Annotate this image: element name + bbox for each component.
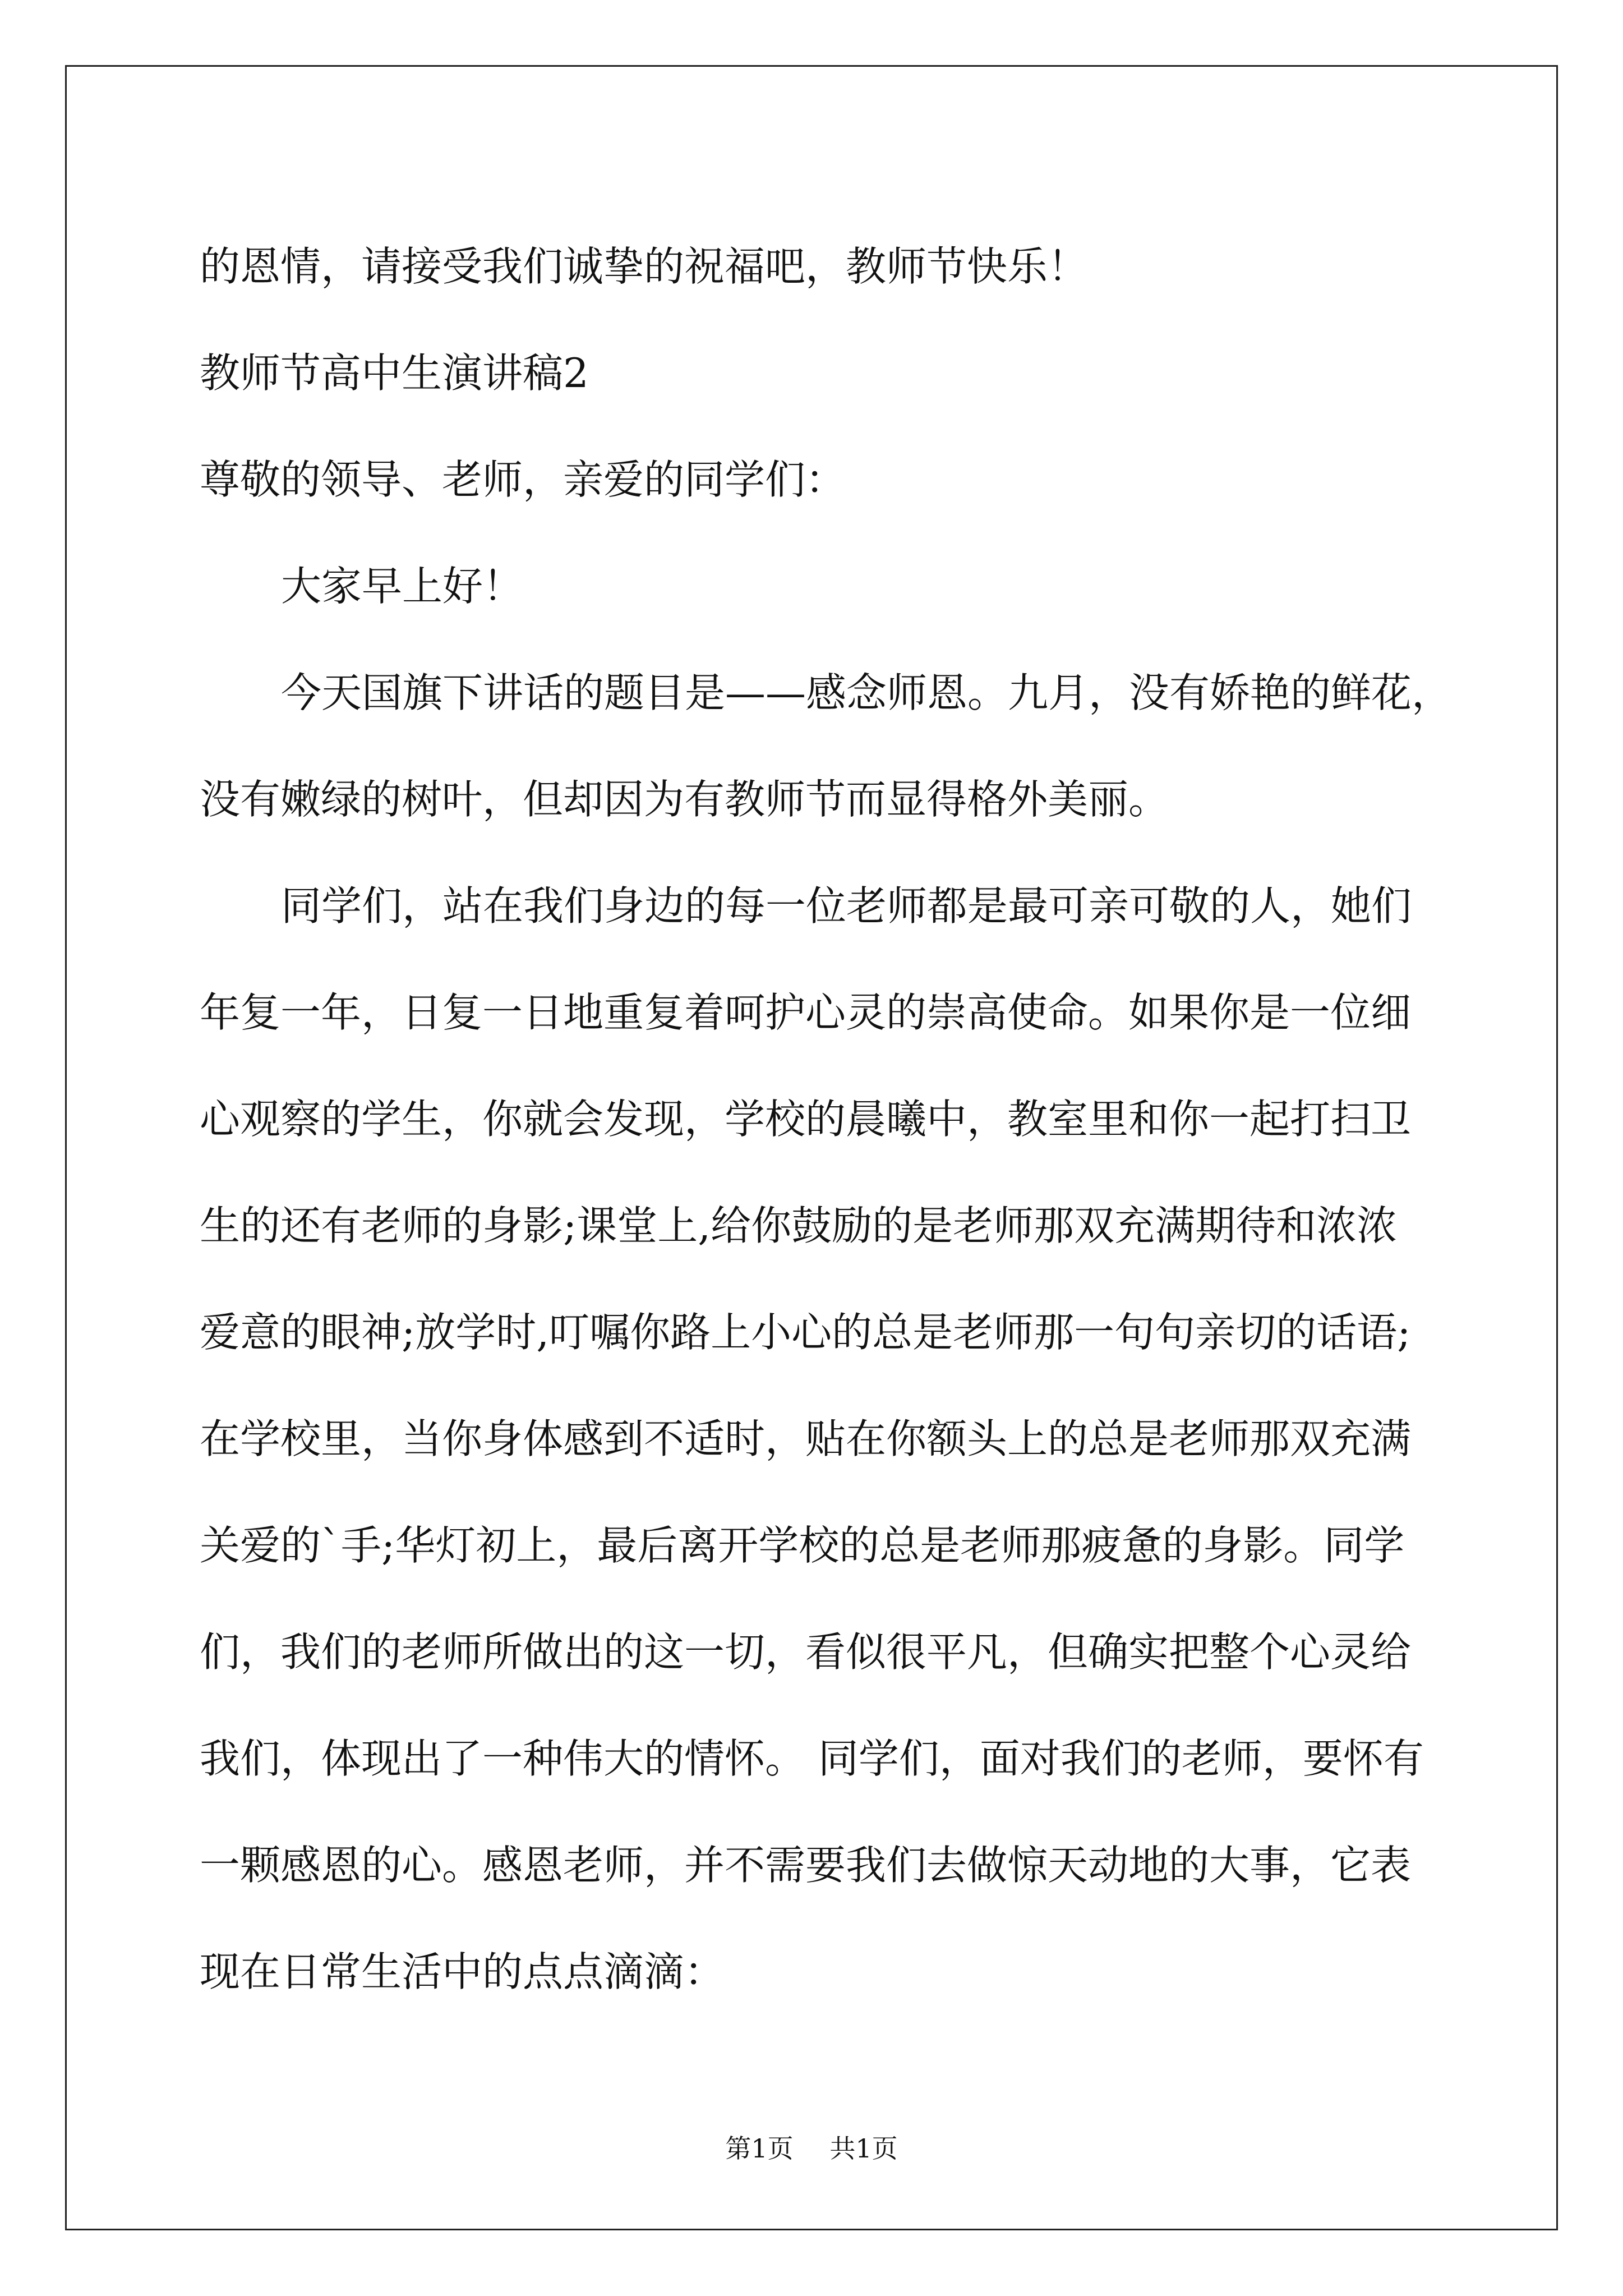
page-footer [0, 2132, 1623, 2165]
body-line: 们，我们的老师所做出的这一切，看似很平凡，但确实把整个心灵给 [200, 1628, 1412, 1676]
body-line: 在学校里，当你身体感到不适时，贴在你额头上的总是老师那双充满 [200, 1415, 1412, 1462]
body-line: 心观察的学生，你就会发现，学校的晨曦中，教室里和你一起打扫卫 [200, 1096, 1412, 1143]
body-line: 的恩情，请接受我们诚挚的祝福吧，教师节快乐！ [200, 243, 1089, 290]
body-line: 生的还有老师的身影;课堂上,给你鼓励的是老师那双充满期待和浓浓 [200, 1202, 1398, 1249]
greeting: 大家早上好！ [281, 563, 524, 610]
document-body [200, 213, 1456, 2025]
body-line: 没有嫩绿的树叶，但却因为有教师节而显得格外美丽。 [200, 776, 1169, 823]
body-line: 爱意的眼神;放学时,叮嘱你路上小心的总是老师那一句句亲切的话语; [200, 1309, 1411, 1356]
body-line: 我们，体现出了一种伟大的情怀。 同学们，面对我们的老师，要怀有 [200, 1735, 1424, 1782]
body-line: 同学们，站在我们身边的每一位老师都是最可亲可敬的人，她们 [281, 882, 1412, 930]
body-line: 今天国旗下讲话的题目是——感念师恩。九月，没有娇艳的鲜花， [281, 669, 1453, 716]
body-line: 一颗感恩的心。感恩老师，并不需要我们去做惊天动地的大事，它表 [200, 1842, 1412, 1889]
body-line: 关爱的`手;华灯初上，最后离开学校的总是老师那疲惫的身影。同学 [200, 1522, 1405, 1569]
body-line: 年复一年，日复一日地重复着呵护心灵的崇高使命。如果你是一位细 [200, 989, 1412, 1036]
page-total: 共1页 [829, 2133, 898, 2164]
body-line: 现在日常生活中的点点滴滴： [200, 1948, 725, 1995]
section-title: 教师节高中生演讲稿2 [200, 349, 589, 397]
page-number: 第1页 [725, 2133, 794, 2164]
salutation: 尊敬的领导、老师，亲爱的同学们： [200, 456, 846, 503]
